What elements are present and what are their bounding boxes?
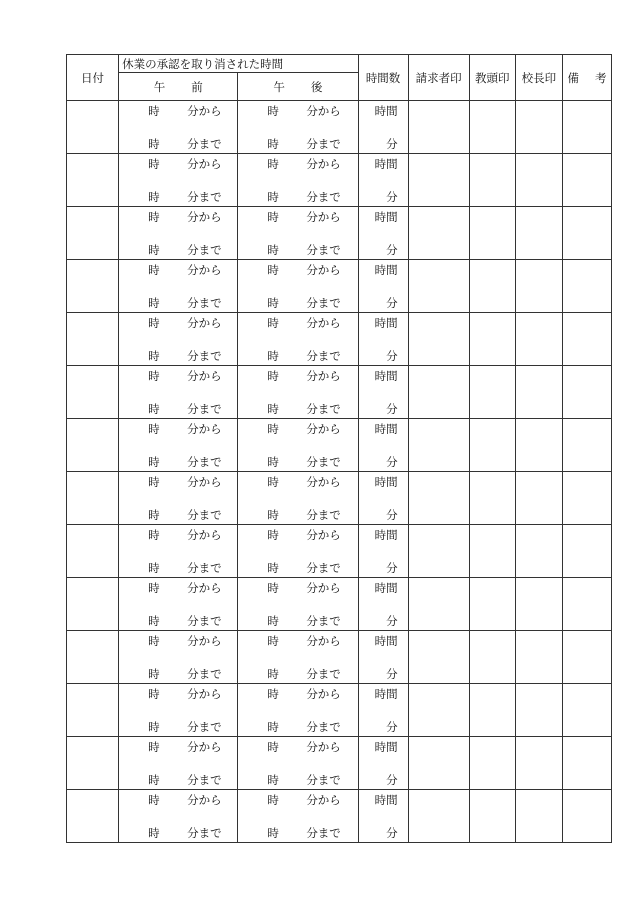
minutes-from-label: 分から [306, 316, 341, 330]
am-time-cell[interactable] [119, 790, 238, 843]
pm-time-cell[interactable] [238, 313, 358, 366]
minutes-from-label: 分から [306, 157, 341, 171]
hour-label: 時 [148, 422, 160, 436]
remarks-header: 備 考 [562, 55, 611, 101]
date-cell[interactable] [67, 525, 119, 578]
vice-principal-seal-cell[interactable] [469, 154, 515, 207]
minutes-unit-label: 分 [386, 720, 398, 734]
minutes-from-label: 分から [187, 263, 222, 277]
hour-label: 時 [148, 455, 160, 469]
hours-count-cell[interactable] [358, 366, 408, 419]
hours-unit-label: 時間 [374, 104, 398, 118]
hour-label: 時 [267, 263, 279, 277]
minutes-until-label: 分まで [187, 190, 222, 204]
hour-label: 時 [148, 740, 160, 754]
minutes-unit-label: 分 [386, 561, 398, 575]
table-row [67, 737, 612, 790]
vice-principal-seal-cell[interactable] [469, 313, 515, 366]
hour-label: 時 [267, 740, 279, 754]
minutes-until-label: 分まで [306, 402, 341, 416]
hours-unit-label: 時間 [374, 210, 398, 224]
hour-label: 時 [267, 720, 279, 734]
hour-label: 時 [148, 296, 160, 310]
minutes-unit-label: 分 [386, 402, 398, 416]
minutes-until-label: 分まで [187, 296, 222, 310]
hour-label: 時 [148, 667, 160, 681]
remarks-cell[interactable] [562, 101, 611, 154]
minutes-from-label: 分から [187, 793, 222, 807]
table-row [67, 472, 612, 525]
minutes-unit-label: 分 [386, 455, 398, 469]
hour-label: 時 [267, 581, 279, 595]
hour-label: 時 [267, 634, 279, 648]
am-time-cell[interactable] [119, 101, 238, 154]
hour-label: 時 [267, 508, 279, 522]
minutes-from-label: 分から [306, 475, 341, 489]
principal-seal-cell[interactable] [515, 366, 562, 419]
am-time-cell[interactable] [119, 154, 238, 207]
vice-principal-seal-cell[interactable] [469, 737, 515, 790]
hours-count-cell[interactable] [358, 207, 408, 260]
table-row [67, 260, 612, 313]
hour-label: 時 [148, 508, 160, 522]
am-time-cell[interactable] [119, 207, 238, 260]
vice-principal-seal-cell[interactable] [469, 790, 515, 843]
vice-principal-seal-cell[interactable] [469, 419, 515, 472]
minutes-from-label: 分から [306, 210, 341, 224]
principal-seal-cell[interactable] [515, 419, 562, 472]
minutes-until-label: 分まで [187, 614, 222, 628]
remarks-cell[interactable] [562, 737, 611, 790]
minutes-from-label: 分から [187, 528, 222, 542]
pm-time-cell[interactable] [238, 472, 358, 525]
principal-seal-cell[interactable] [515, 684, 562, 737]
date-cell[interactable] [67, 260, 119, 313]
minutes-until-label: 分まで [306, 773, 341, 787]
remarks-cell[interactable] [562, 790, 611, 843]
hour-label: 時 [148, 528, 160, 542]
principal-seal-cell[interactable] [515, 260, 562, 313]
hours-count-cell[interactable] [358, 790, 408, 843]
hours-header: 時間数 [358, 55, 408, 101]
pm-time-cell[interactable] [238, 631, 358, 684]
minutes-unit-label: 分 [386, 349, 398, 363]
applicant-seal-cell[interactable] [408, 101, 469, 154]
hours-count-cell[interactable] [358, 101, 408, 154]
remarks-cell[interactable] [562, 631, 611, 684]
minutes-from-label: 分から [306, 263, 341, 277]
minutes-until-label: 分まで [306, 455, 341, 469]
minutes-from-label: 分から [187, 104, 222, 118]
principal-seal-cell[interactable] [515, 101, 562, 154]
hour-label: 時 [267, 614, 279, 628]
remarks-cell[interactable] [562, 260, 611, 313]
vice-principal-seal-cell[interactable] [469, 525, 515, 578]
minutes-until-label: 分まで [306, 296, 341, 310]
remarks-cell[interactable] [562, 684, 611, 737]
table-row [67, 525, 612, 578]
hour-label: 時 [267, 455, 279, 469]
minutes-unit-label: 分 [386, 296, 398, 310]
minutes-until-label: 分まで [187, 243, 222, 257]
hour-label: 時 [148, 402, 160, 416]
hour-label: 時 [267, 667, 279, 681]
hour-label: 時 [267, 210, 279, 224]
minutes-from-label: 分から [187, 316, 222, 330]
applicant-seal-cell[interactable] [408, 419, 469, 472]
hour-label: 時 [267, 137, 279, 151]
minutes-unit-label: 分 [386, 190, 398, 204]
applicant-seal-header: 請求者印 [408, 55, 469, 101]
applicant-seal-cell[interactable] [408, 154, 469, 207]
hours-count-cell[interactable] [358, 154, 408, 207]
remarks-cell[interactable] [562, 419, 611, 472]
minutes-until-label: 分まで [187, 137, 222, 151]
date-cell[interactable] [67, 684, 119, 737]
am-time-cell[interactable] [119, 313, 238, 366]
table-row [67, 313, 612, 366]
hour-label: 時 [148, 826, 160, 840]
leave-cancellation-form [66, 54, 612, 843]
minutes-unit-label: 分 [386, 826, 398, 840]
hour-label: 時 [148, 210, 160, 224]
pm-time-cell[interactable] [238, 684, 358, 737]
minutes-until-label: 分まで [306, 667, 341, 681]
hours-count-cell[interactable] [358, 525, 408, 578]
principal-seal-cell[interactable] [515, 631, 562, 684]
hour-label: 時 [267, 369, 279, 383]
pm-time-cell[interactable] [238, 737, 358, 790]
minutes-from-label: 分から [187, 210, 222, 224]
am-header: 午 前 [119, 73, 238, 101]
hour-label: 時 [148, 614, 160, 628]
table-row [67, 684, 612, 737]
hour-label: 時 [267, 475, 279, 489]
principal-seal-cell[interactable] [515, 154, 562, 207]
hour-label: 時 [267, 826, 279, 840]
minutes-until-label: 分まで [306, 561, 341, 575]
hour-label: 時 [148, 581, 160, 595]
date-cell[interactable] [67, 631, 119, 684]
remarks-cell[interactable] [562, 366, 611, 419]
am-time-cell[interactable] [119, 684, 238, 737]
table-row [67, 419, 612, 472]
minutes-unit-label: 分 [386, 243, 398, 257]
hour-label: 時 [148, 137, 160, 151]
hours-count-cell[interactable] [358, 419, 408, 472]
hours-unit-label: 時間 [374, 793, 398, 807]
hour-label: 時 [148, 687, 160, 701]
vice-principal-seal-cell[interactable] [469, 472, 515, 525]
hours-unit-label: 時間 [374, 263, 398, 277]
hour-label: 時 [148, 104, 160, 118]
pm-time-cell[interactable] [238, 366, 358, 419]
hours-unit-label: 時間 [374, 369, 398, 383]
applicant-seal-cell[interactable] [408, 684, 469, 737]
minutes-unit-label: 分 [386, 508, 398, 522]
hour-label: 時 [148, 475, 160, 489]
principal-seal-cell[interactable] [515, 737, 562, 790]
am-time-cell[interactable] [119, 419, 238, 472]
hours-count-cell[interactable] [358, 578, 408, 631]
am-time-cell[interactable] [119, 366, 238, 419]
vice-principal-seal-cell[interactable] [469, 207, 515, 260]
vice-principal-seal-cell[interactable] [469, 578, 515, 631]
minutes-unit-label: 分 [386, 137, 398, 151]
minutes-until-label: 分まで [306, 349, 341, 363]
minutes-until-label: 分まで [187, 349, 222, 363]
hour-label: 時 [267, 243, 279, 257]
principal-seal-cell[interactable] [515, 578, 562, 631]
minutes-until-label: 分まで [187, 508, 222, 522]
hours-count-cell[interactable] [358, 313, 408, 366]
minutes-from-label: 分から [187, 581, 222, 595]
principal-seal-header: 校長印 [515, 55, 562, 101]
minutes-from-label: 分から [187, 740, 222, 754]
minutes-from-label: 分から [187, 687, 222, 701]
date-cell[interactable] [67, 472, 119, 525]
remarks-cell[interactable] [562, 472, 611, 525]
minutes-until-label: 分まで [187, 402, 222, 416]
date-cell[interactable] [67, 101, 119, 154]
pm-time-cell[interactable] [238, 578, 358, 631]
minutes-until-label: 分まで [306, 720, 341, 734]
pm-time-cell[interactable] [238, 154, 358, 207]
minutes-until-label: 分まで [187, 773, 222, 787]
date-cell[interactable] [67, 154, 119, 207]
vice-principal-seal-cell[interactable] [469, 260, 515, 313]
minutes-until-label: 分まで [306, 137, 341, 151]
remarks-cell[interactable] [562, 154, 611, 207]
hours-unit-label: 時間 [374, 422, 398, 436]
minutes-until-label: 分まで [306, 614, 341, 628]
hour-label: 時 [267, 687, 279, 701]
minutes-from-label: 分から [306, 793, 341, 807]
minutes-from-label: 分から [187, 634, 222, 648]
applicant-seal-cell[interactable] [408, 207, 469, 260]
minutes-until-label: 分まで [187, 720, 222, 734]
hour-label: 時 [148, 773, 160, 787]
table-row [67, 207, 612, 260]
hours-unit-label: 時間 [374, 475, 398, 489]
date-cell[interactable] [67, 737, 119, 790]
pm-time-cell[interactable] [238, 101, 358, 154]
am-time-cell[interactable] [119, 472, 238, 525]
minutes-until-label: 分まで [306, 508, 341, 522]
minutes-from-label: 分から [187, 422, 222, 436]
date-cell[interactable] [67, 313, 119, 366]
principal-seal-cell[interactable] [515, 525, 562, 578]
hour-label: 時 [148, 561, 160, 575]
minutes-until-label: 分まで [187, 826, 222, 840]
minutes-unit-label: 分 [386, 773, 398, 787]
minutes-until-label: 分まで [306, 243, 341, 257]
hours-unit-label: 時間 [374, 740, 398, 754]
am-time-cell[interactable] [119, 260, 238, 313]
hour-label: 時 [267, 296, 279, 310]
hour-label: 時 [148, 349, 160, 363]
minutes-from-label: 分から [306, 104, 341, 118]
hour-label: 時 [267, 316, 279, 330]
hour-label: 時 [148, 369, 160, 383]
pm-time-cell[interactable] [238, 207, 358, 260]
minutes-from-label: 分から [187, 369, 222, 383]
applicant-seal-cell[interactable] [408, 313, 469, 366]
hour-label: 時 [267, 773, 279, 787]
table-row [67, 154, 612, 207]
minutes-from-label: 分から [306, 422, 341, 436]
pm-time-cell[interactable] [238, 419, 358, 472]
vice-principal-seal-cell[interactable] [469, 631, 515, 684]
hour-label: 時 [148, 190, 160, 204]
pm-time-cell[interactable] [238, 260, 358, 313]
hour-label: 時 [267, 190, 279, 204]
hours-count-cell[interactable] [358, 737, 408, 790]
minutes-until-label: 分まで [187, 667, 222, 681]
applicant-seal-cell[interactable] [408, 790, 469, 843]
principal-seal-cell[interactable] [515, 472, 562, 525]
hour-label: 時 [148, 316, 160, 330]
hour-label: 時 [267, 422, 279, 436]
hours-unit-label: 時間 [374, 157, 398, 171]
minutes-from-label: 分から [306, 528, 341, 542]
applicant-seal-cell[interactable] [408, 578, 469, 631]
hours-unit-label: 時間 [374, 528, 398, 542]
remarks-cell[interactable] [562, 207, 611, 260]
hours-count-cell[interactable] [358, 260, 408, 313]
date-header: 日付 [67, 55, 119, 101]
hours-unit-label: 時間 [374, 316, 398, 330]
date-cell[interactable] [67, 578, 119, 631]
principal-seal-cell[interactable] [515, 790, 562, 843]
hours-count-cell[interactable] [358, 631, 408, 684]
hours-unit-label: 時間 [374, 687, 398, 701]
hour-label: 時 [148, 157, 160, 171]
hours-unit-label: 時間 [374, 634, 398, 648]
minutes-from-label: 分から [306, 740, 341, 754]
hour-label: 時 [267, 157, 279, 171]
am-time-cell[interactable] [119, 737, 238, 790]
hour-label: 時 [267, 104, 279, 118]
hour-label: 時 [267, 402, 279, 416]
am-time-cell[interactable] [119, 525, 238, 578]
hours-unit-label: 時間 [374, 581, 398, 595]
table-row [67, 578, 612, 631]
time-record-table [66, 54, 612, 843]
table-row [67, 101, 612, 154]
hour-label: 時 [148, 243, 160, 257]
remarks-cell[interactable] [562, 578, 611, 631]
minutes-until-label: 分まで [187, 455, 222, 469]
hour-label: 時 [148, 634, 160, 648]
table-row [67, 366, 612, 419]
minutes-from-label: 分から [306, 634, 341, 648]
principal-seal-cell[interactable] [515, 207, 562, 260]
hour-label: 時 [267, 349, 279, 363]
applicant-seal-cell[interactable] [408, 366, 469, 419]
remarks-cell[interactable] [562, 525, 611, 578]
remarks-cell[interactable] [562, 313, 611, 366]
applicant-seal-cell[interactable] [408, 260, 469, 313]
hours-count-cell[interactable] [358, 472, 408, 525]
hour-label: 時 [267, 793, 279, 807]
hour-label: 時 [148, 720, 160, 734]
minutes-from-label: 分から [306, 369, 341, 383]
hour-label: 時 [267, 528, 279, 542]
hour-label: 時 [148, 263, 160, 277]
minutes-until-label: 分まで [187, 561, 222, 575]
date-cell[interactable] [67, 790, 119, 843]
hour-label: 時 [267, 561, 279, 575]
minutes-until-label: 分まで [306, 826, 341, 840]
hours-count-cell[interactable] [358, 684, 408, 737]
minutes-until-label: 分まで [306, 190, 341, 204]
date-cell[interactable] [67, 419, 119, 472]
pm-time-cell[interactable] [238, 525, 358, 578]
pm-time-cell[interactable] [238, 790, 358, 843]
vice-principal-seal-header: 教頭印 [469, 55, 515, 101]
table-row [67, 631, 612, 684]
cancelled-time-header: 休業の承認を取り消された時間 [119, 55, 358, 73]
vice-principal-seal-cell[interactable] [469, 366, 515, 419]
date-cell[interactable] [67, 207, 119, 260]
date-cell[interactable] [67, 366, 119, 419]
applicant-seal-cell[interactable] [408, 737, 469, 790]
pm-header: 午 後 [238, 73, 358, 101]
applicant-seal-cell[interactable] [408, 631, 469, 684]
minutes-from-label: 分から [187, 475, 222, 489]
vice-principal-seal-cell[interactable] [469, 101, 515, 154]
minutes-unit-label: 分 [386, 667, 398, 681]
minutes-unit-label: 分 [386, 614, 398, 628]
vice-principal-seal-cell[interactable] [469, 684, 515, 737]
applicant-seal-cell[interactable] [408, 525, 469, 578]
hour-label: 時 [148, 793, 160, 807]
minutes-from-label: 分から [306, 581, 341, 595]
applicant-seal-cell[interactable] [408, 472, 469, 525]
minutes-from-label: 分から [306, 687, 341, 701]
table-row [67, 790, 612, 843]
principal-seal-cell[interactable] [515, 313, 562, 366]
am-time-cell[interactable] [119, 631, 238, 684]
am-time-cell[interactable] [119, 578, 238, 631]
minutes-from-label: 分から [187, 157, 222, 171]
